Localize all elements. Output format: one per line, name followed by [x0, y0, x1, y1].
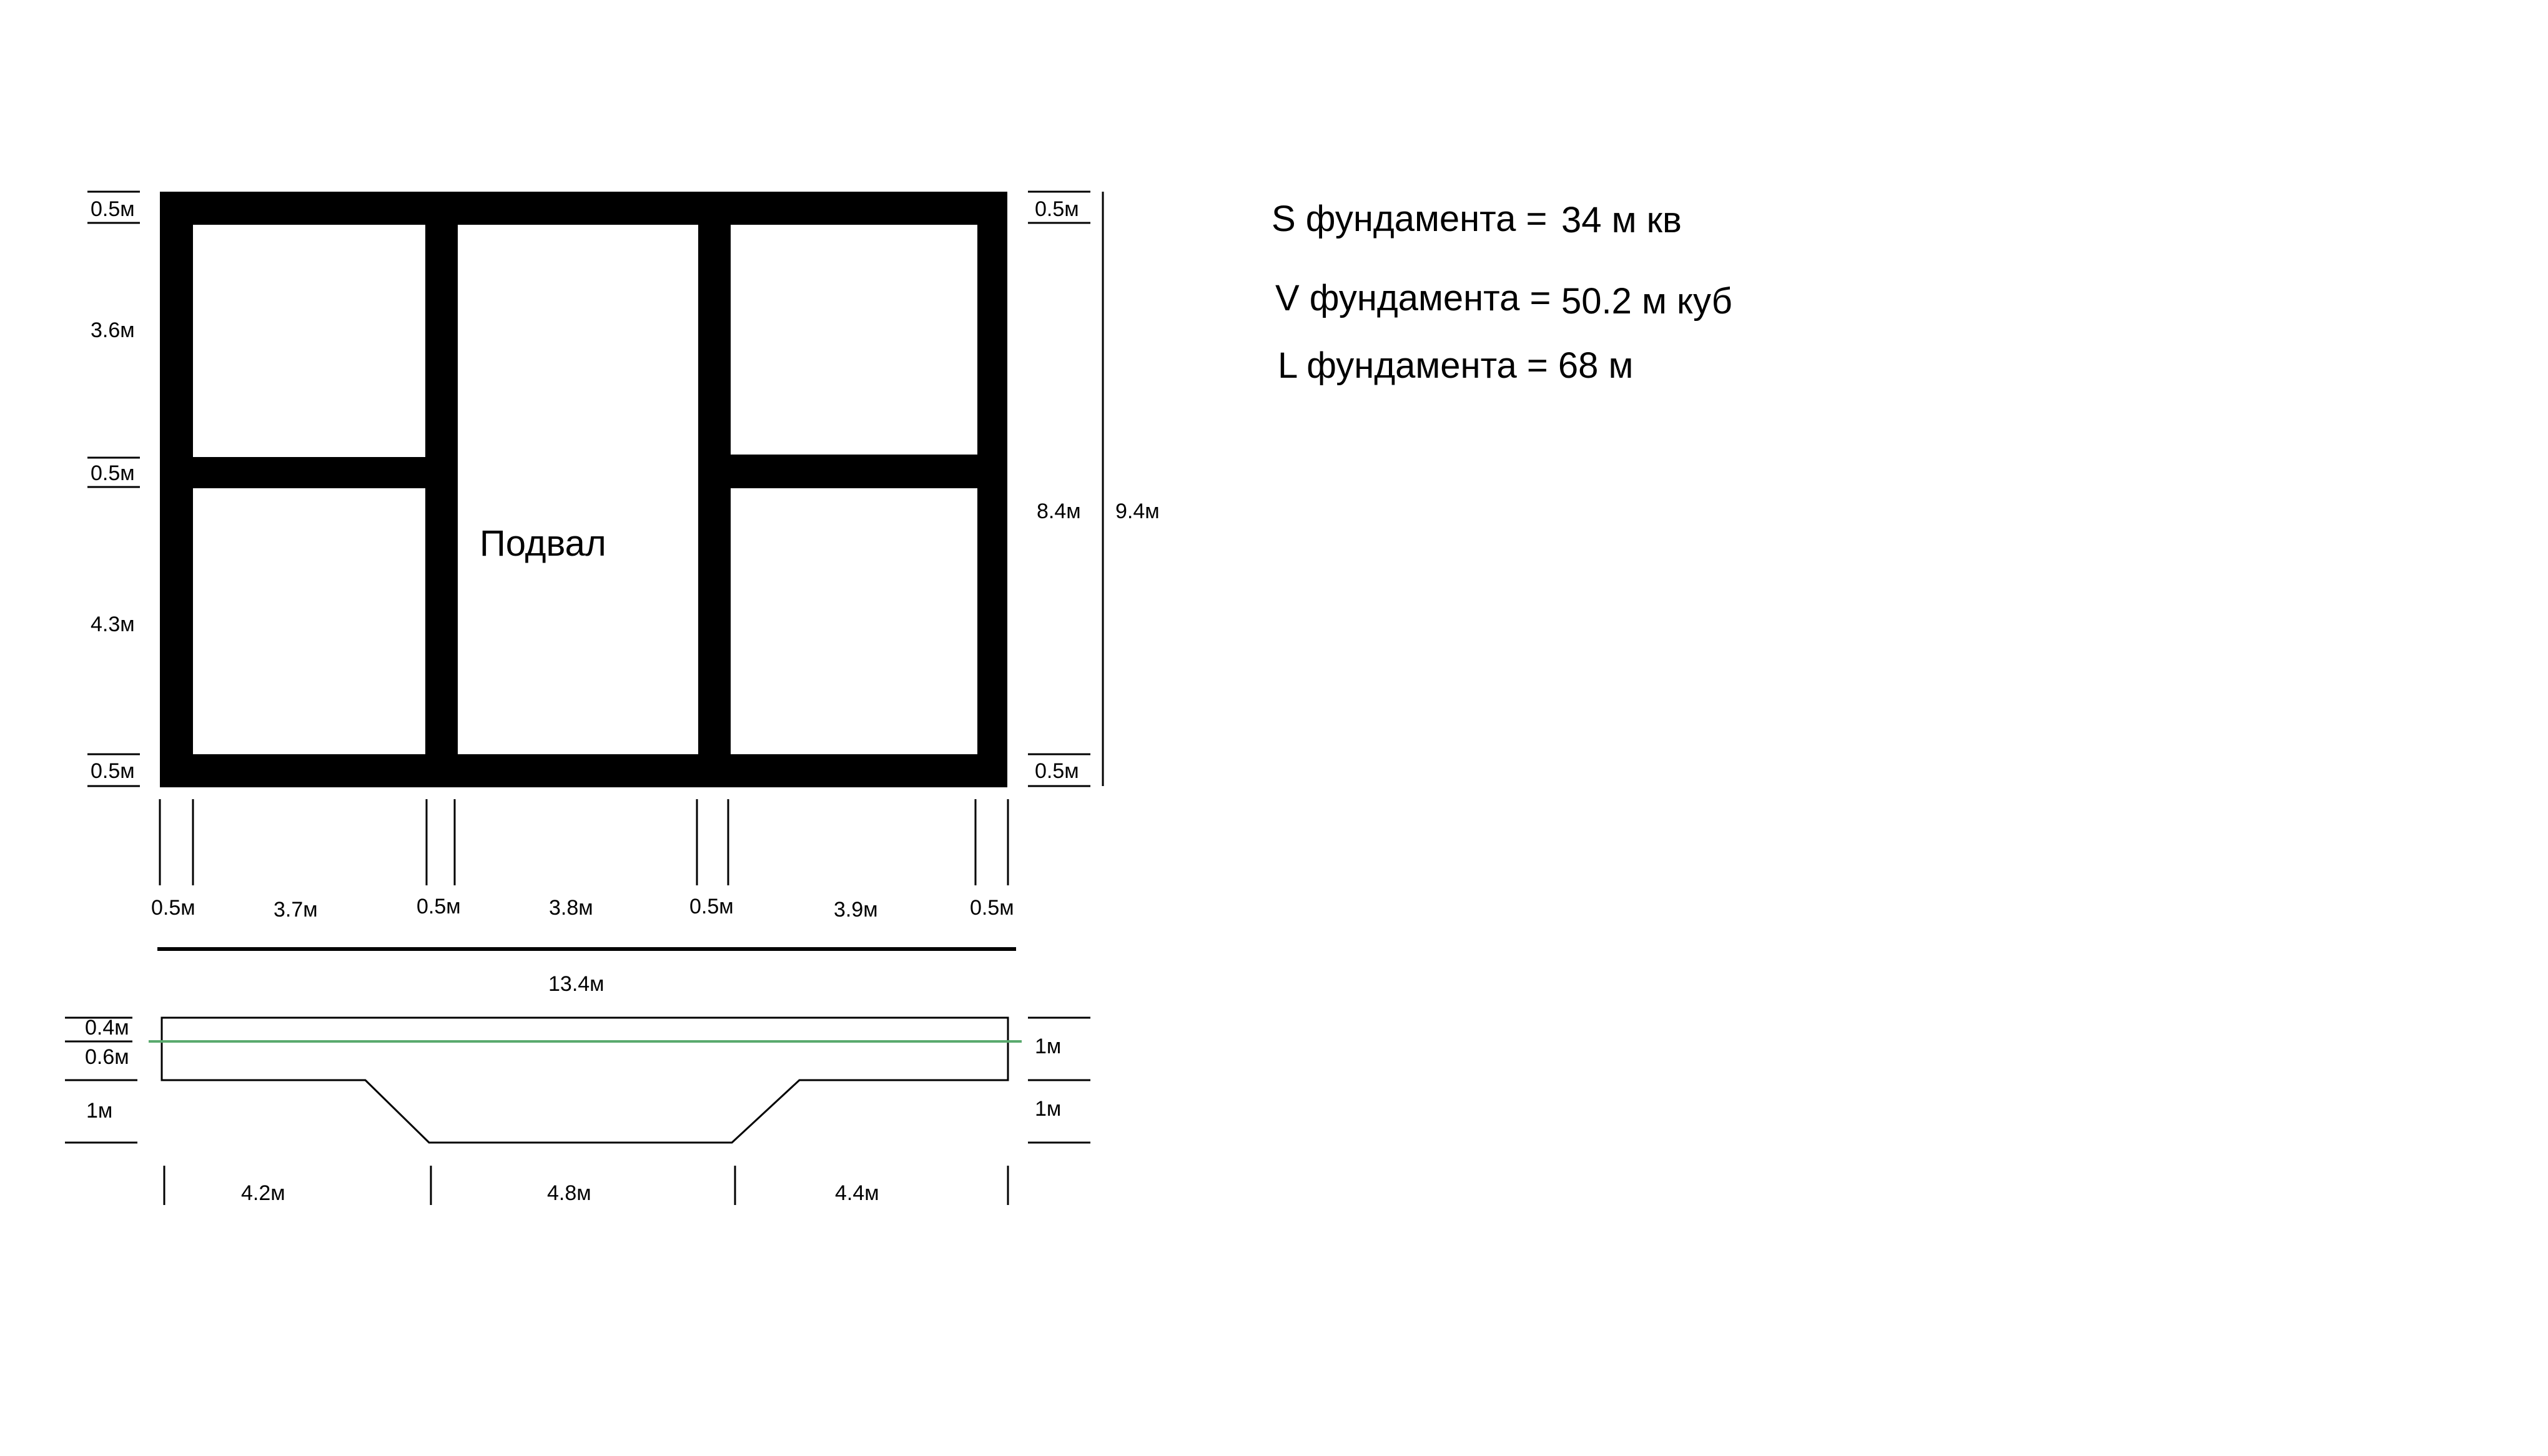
dim-right-total: 9.4м: [1115, 499, 1160, 523]
dim-bottom-wall-4: 0.5м: [970, 896, 1014, 920]
dim-section-below-ground: 0.6м: [85, 1045, 129, 1069]
dim-left-bottom-wall: 0.5м: [91, 759, 135, 783]
dim-bottom-wall-3: 0.5м: [689, 895, 734, 918]
result-length: L фундамента = 68 м: [1278, 345, 1634, 386]
result-volume-label: V фундамента =: [1275, 278, 1551, 318]
result-volume-value: 50.2 м куб: [1561, 281, 1732, 322]
plan-left-dimensions: [87, 192, 140, 786]
dim-right-bottom-wall: 0.5м: [1035, 759, 1079, 783]
dim-bottom-room-2: 3.8м: [549, 896, 593, 920]
results-panel: [1272, 199, 1732, 386]
plan-right-dimensions: [1028, 192, 1103, 786]
dim-section-above-ground: 0.4м: [85, 1016, 129, 1040]
room-top-right: [731, 225, 977, 455]
dim-bottom-room-1: 3.7м: [274, 898, 318, 922]
section-outline: [162, 1018, 1008, 1143]
result-area-value: 34 м кв: [1561, 200, 1682, 240]
room-bottom-right: [731, 488, 977, 754]
floor-plan: [160, 192, 1007, 787]
dim-right-top-wall: 0.5м: [1035, 197, 1079, 221]
room-bottom-left: [193, 488, 425, 754]
dim-bottom-wall-1: 0.5м: [151, 896, 195, 920]
room-label-basement: Подвал: [480, 523, 606, 564]
plan-bottom-dimensions: [160, 799, 1008, 885]
room-top-left: [193, 225, 425, 457]
dim-bottom-wall-2: 0.5м: [417, 895, 461, 918]
dim-section-basement-right: 1м: [1035, 1097, 1062, 1121]
dim-left-upper-room: 3.6м: [91, 318, 135, 342]
result-area-label: S фундамента =: [1272, 199, 1548, 239]
dim-total-width: 13.4м: [548, 972, 605, 996]
dim-section-middle: 4.8м: [547, 1181, 591, 1205]
dim-section-strip-height: 1м: [1035, 1035, 1062, 1058]
foundation-section: [162, 1018, 1008, 1143]
dim-section-right: 4.4м: [835, 1181, 879, 1205]
dim-section-left: 4.2м: [241, 1181, 285, 1205]
dim-left-top-wall: 0.5м: [91, 197, 135, 221]
dim-left-mid-wall: 0.5м: [91, 461, 135, 485]
dim-section-basement-left: 1м: [86, 1099, 113, 1123]
room-basement: [458, 225, 698, 754]
dim-left-lower-room: 4.3м: [91, 612, 135, 636]
dim-right-inner: 8.4м: [1037, 499, 1081, 523]
dim-bottom-room-3: 3.9м: [834, 898, 878, 922]
